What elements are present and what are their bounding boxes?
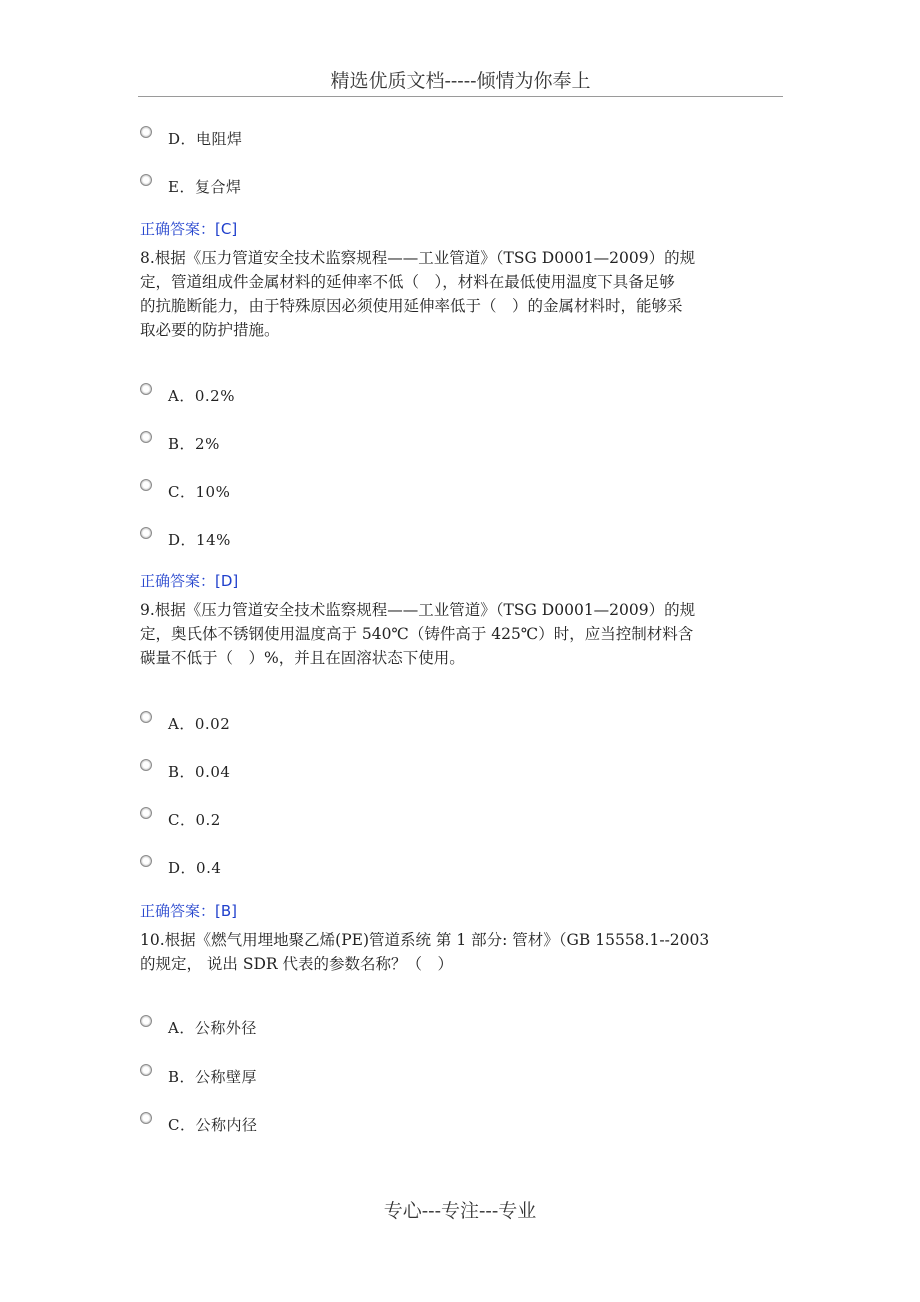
radio-button[interactable] [140,759,152,771]
radio-button[interactable] [140,1112,152,1124]
correct-answer-q9: 正确答案：[B] [140,902,237,920]
option-label: D．电阻焊 [168,129,243,148]
question-line: 碳量不低于（ ）%，并且在固溶状态下使用。 [140,649,465,667]
correct-answer-prev: 正确答案：[C] [140,220,238,238]
radio-button[interactable] [140,383,152,395]
radio-button[interactable] [140,527,152,539]
option-q8-c[interactable] [140,480,230,502]
option-label: B．0.04 [168,762,231,781]
option-q8-a[interactable] [140,384,235,406]
option-label: B．公称壁厚 [168,1067,258,1086]
radio-button[interactable] [140,855,152,867]
option-label: E．复合焊 [168,177,242,196]
question-line: 定，奥氏体不锈钢使用温度高于 540℃（铸件高于 425℃）时，应当控制材料含 [140,625,694,643]
option-label: C．0.2 [168,810,221,829]
radio-button[interactable] [140,711,152,723]
correct-answer-q8: 正确答案：[D] [140,572,239,590]
question-line: 定，管道组成件金属材料的延伸率不低（ ），材料在最低使用温度下具备足够 [140,273,675,291]
page-footer: 专心---专注---专业 [383,1200,537,1222]
question-9-text [140,598,780,670]
radio-button[interactable] [140,479,152,491]
radio-button[interactable] [140,431,152,443]
option-q10-b[interactable] [140,1065,257,1087]
radio-button[interactable] [140,1064,152,1076]
option-q9-b[interactable] [140,760,230,782]
option-label: D．0.4 [168,858,222,877]
option-q9-a[interactable] [140,712,230,734]
question-line: 10.根据《燃气用埋地聚乙烯(PE)管道系统 第 1 部分: 管材》（GB 15558.1--2003 [140,931,710,949]
option-q8-b[interactable] [140,432,220,454]
radio-button[interactable] [140,807,152,819]
option-label: B．2% [168,434,220,453]
question-line: 的规定， 说出 SDR 代表的参数名称？（ ） [140,955,453,973]
question-line: 的抗脆断能力，由于特殊原因必须使用延伸率低于（ ）的金属材料时，能够采 [140,297,683,315]
option-label: A．0.02 [168,714,231,733]
question-10-text [140,928,780,976]
option-label: C．10% [168,482,231,501]
option-label: A．0.2% [168,386,235,405]
radio-button[interactable] [140,1015,152,1027]
option-label: D．14% [168,530,231,549]
question-8-text [140,246,780,342]
option-prev-d[interactable] [140,127,243,149]
page-header: 精选优质文档-----倾情为你奉上 [138,66,783,97]
option-label: A．公称外径 [168,1018,257,1037]
option-q9-d[interactable] [140,856,221,878]
radio-button[interactable] [140,126,152,138]
radio-button[interactable] [140,174,152,186]
option-label: C．公称内径 [168,1115,258,1134]
question-line: 8.根据《压力管道安全技术监察规程——工业管道》（TSG D0001—2009）的规 [140,249,696,267]
option-q10-c[interactable] [140,1113,257,1135]
option-prev-e[interactable] [140,175,241,197]
question-line: 取必要的防护措施。 [140,321,280,339]
option-q9-c[interactable] [140,808,221,830]
option-q10-a[interactable] [140,1016,257,1038]
option-q8-d[interactable] [140,528,231,550]
question-line: 9.根据《压力管道安全技术监察规程——工业管道》（TSG D0001—2009）的规 [140,601,696,619]
